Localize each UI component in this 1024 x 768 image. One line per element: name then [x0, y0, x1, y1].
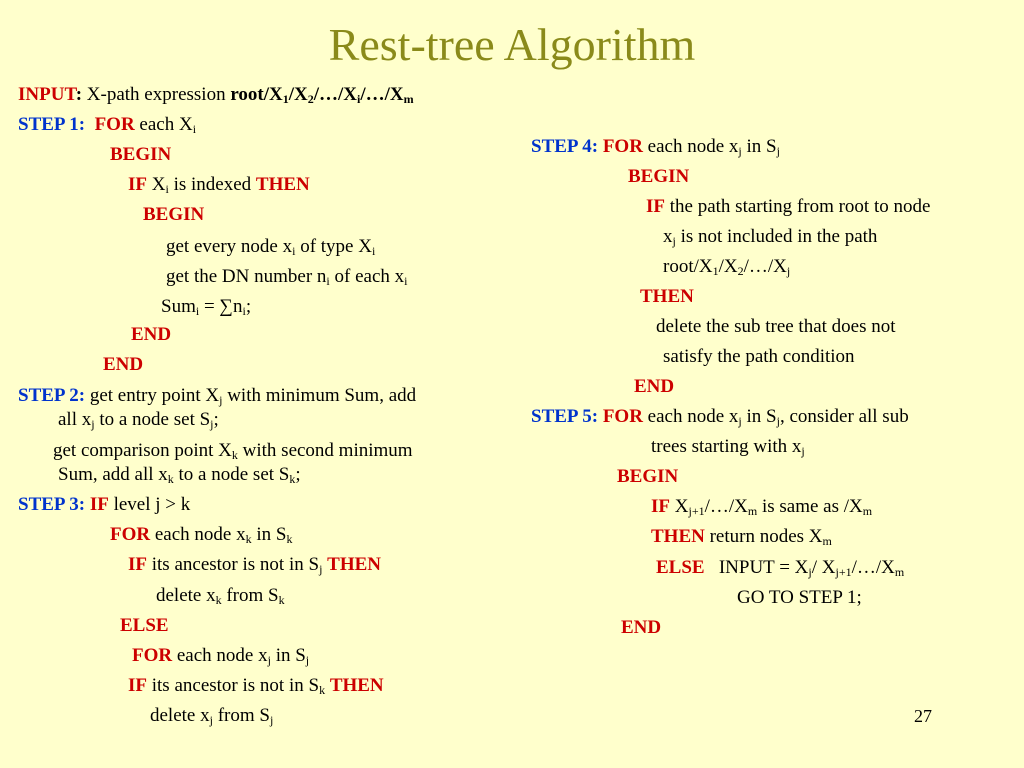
step3-else: ELSE — [120, 615, 169, 636]
step1-if: IF $X_i$ is indexed THEN — [128, 174, 310, 196]
step5-label: STEP 5 — [531, 406, 592, 427]
step1-line: STEP 1: FOR each $X_i$ — [18, 114, 197, 136]
step4-line: STEP 4: FOR each node $x_j$ in $S_j$ — [531, 136, 780, 158]
keyword-input: INPUT — [18, 84, 76, 105]
step1-sum: $Sum_i = \sum n_i$; — [161, 296, 252, 318]
step3-label: STEP 3 — [18, 494, 79, 515]
step5-begin: BEGIN — [617, 466, 679, 487]
step2-label: STEP 2 — [18, 385, 79, 406]
step4-delete-sub: delete the sub tree that does not — [656, 316, 896, 337]
step2-line-2: all $x_j$ to a node set $S_j$; — [58, 409, 219, 431]
step4-then: THEN — [640, 286, 694, 307]
step3-line: STEP 3: IF level j > k — [18, 494, 191, 515]
input-line: INPUT: X-path expression root/$X_1/X_2/\dots/X_i/\dots/X_m$ — [18, 84, 414, 106]
step1-begin-inner: BEGIN — [143, 204, 205, 225]
step3-if-xk: IF its ancestor is not in $S_j$ THEN — [128, 554, 382, 576]
step2-line-4: Sum, add all $x_k$ to a node set $S_k$; — [58, 464, 301, 486]
step4-root-path: root/$X_1/X_2/\dots/X_j$ — [663, 256, 791, 278]
step4-satisfy: satisfy the path condition — [663, 346, 855, 367]
step4-end: END — [634, 376, 675, 397]
step5-line: STEP 5: FOR each node $x_j$ in $S_j$, consider all sub — [531, 406, 909, 428]
step1-end-inner: END — [131, 324, 172, 345]
slide-title: Rest-tree Algorithm — [328, 19, 696, 70]
step1-get-every-node: get every node $x_i$ of type $X_i$ — [166, 236, 376, 258]
page-number: 27 — [914, 706, 932, 726]
step5-end: END — [621, 617, 662, 638]
step3-delete-xk: delete $x_k$ from $S_k$ — [156, 585, 285, 607]
step5-trees-starting: trees starting with $x_j$ — [651, 436, 805, 458]
step3-for-xk: FOR each node $x_k$ in $S_k$ — [110, 524, 293, 546]
step5-goto: GO TO STEP 1; — [737, 587, 862, 608]
step4-begin: BEGIN — [628, 166, 690, 187]
step1-label: STEP 1 — [18, 114, 79, 135]
step5-then: THEN return nodes $X_m$ — [651, 526, 832, 548]
step3-delete-xj: delete $x_j$ from $S_j$ — [150, 705, 274, 727]
step5-if: IF $X_{j+1}/\dots/X_m$ is same as $/X_m$ — [651, 496, 873, 518]
step1-end: END — [103, 354, 144, 375]
step1-get-dn: get the DN number $n_i$ of each $x_i$ — [166, 266, 408, 288]
step4-label: STEP 4 — [531, 136, 592, 157]
step3-for-xj: FOR each node $x_j$ in $S_j$ — [132, 645, 310, 667]
step2-line-3: get comparison point $X_k$ with second minimum — [53, 440, 413, 462]
step5-else: ELSE INPUT = $X_j/$ $X_{j+1}/\dots/X_m$ — [656, 557, 905, 579]
step3-if-xj: IF its ancestor is not in $S_k$ THEN — [128, 675, 384, 697]
step2-line-1: STEP 2: get entry point $X_j$ with minimum Sum, add — [18, 385, 417, 407]
step4-not-included: $x_j$ is not included in the path — [663, 226, 878, 248]
step1-begin: BEGIN — [110, 144, 172, 165]
step4-if: IF the path starting from root to node — [646, 196, 931, 217]
